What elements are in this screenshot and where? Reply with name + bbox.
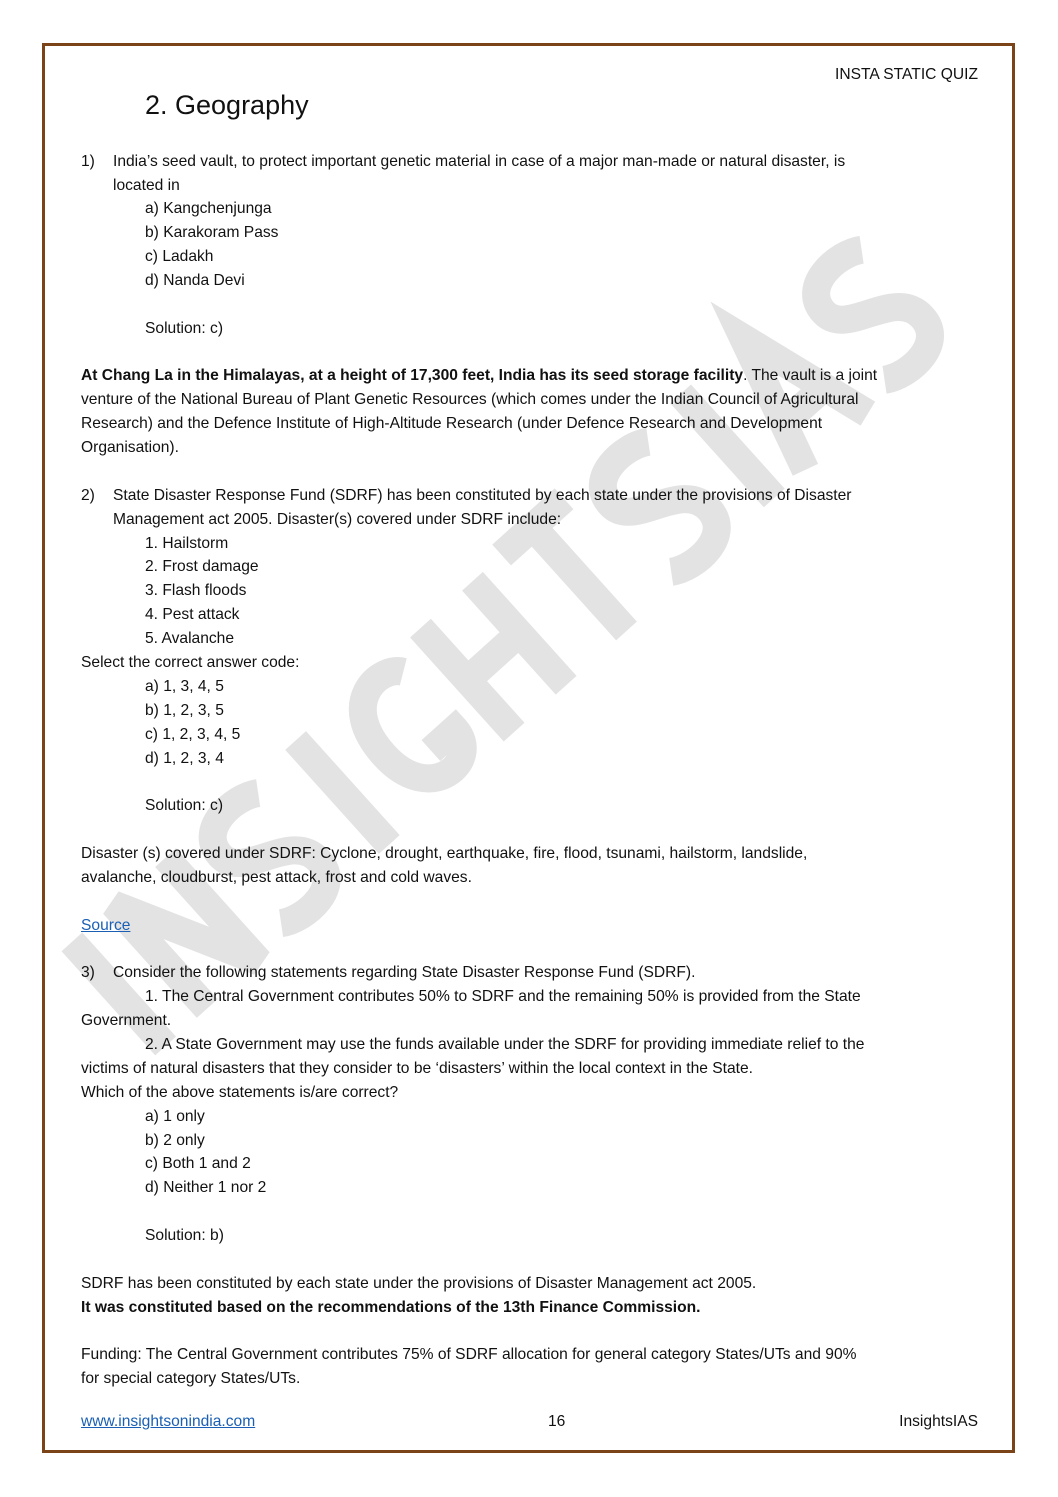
option: d) Nanda Devi [145, 272, 245, 289]
question-number: 3) [81, 964, 95, 981]
statement: 2. A State Government may use the funds available under the SDRF for providing immediate relief to the [145, 1036, 865, 1053]
explanation-text: . The vault is a joint [743, 367, 878, 384]
question-text: located in [113, 177, 180, 194]
solution: Solution: c) [145, 797, 224, 814]
option: c) Ladakh [145, 248, 214, 265]
explanation: Research) and the Defence Institute of High-Altitude Research (under Defence Research and Development [81, 415, 823, 432]
list-item: 3. Flash floods [145, 582, 247, 599]
option: d) Neither 1 nor 2 [145, 1179, 267, 1196]
page-number: 16 [548, 1413, 566, 1430]
option: b) Karakoram Pass [145, 224, 279, 241]
footer-brand: InsightsIAS [899, 1413, 978, 1430]
explanation-bold: At Chang La in the Himalayas, at a height of 17,300 feet, India has its seed storage facility [81, 367, 744, 384]
explanation: Organisation). [81, 439, 179, 456]
explanation: venture of the National Bureau of Plant Genetic Resources (which comes under the Indian Council of Agricultural [81, 391, 859, 408]
statement: victims of natural disasters that they consider to be ‘disasters’ within the local context in the State. [81, 1060, 754, 1077]
question-text: State Disaster Response Fund (SDRF) has been constituted by each state under the provisions of Disaster [113, 487, 852, 504]
option: a) 1, 3, 4, 5 [145, 678, 224, 695]
explanation: for special category States/UTs. [81, 1370, 301, 1387]
list-item: 1. Hailstorm [145, 535, 229, 552]
solution: Solution: b) [145, 1227, 224, 1244]
list-item: 2. Frost damage [145, 558, 259, 575]
option: b) 2 only [145, 1132, 205, 1149]
question-prompt: Which of the above statements is/are correct? [81, 1084, 399, 1101]
page-header: INSTA STATIC QUIZ [835, 66, 978, 83]
question-number: 2) [81, 487, 95, 504]
statement: Government. [81, 1012, 172, 1029]
list-item: 5. Avalanche [145, 630, 235, 647]
solution: Solution: c) [145, 320, 224, 337]
question-number: 1) [81, 153, 95, 170]
statement: 1. The Central Government contributes 50% to SDRF and the remaining 50% is provided from the State [145, 988, 861, 1005]
source-link[interactable]: Source [81, 917, 131, 934]
explanation: Funding: The Central Government contributes 75% of SDRF allocation for general category States/UTs and 90% [81, 1346, 857, 1363]
option: d) 1, 2, 3, 4 [145, 750, 224, 767]
explanation-bold: It was constituted based on the recommendations of the 13th Finance Commission. [81, 1299, 701, 1316]
question-text: Management act 2005. Disaster(s) covered under SDRF include: [113, 511, 562, 528]
option: a) 1 only [145, 1108, 205, 1125]
explanation: avalanche, cloudburst, pest attack, frost and cold waves. [81, 869, 472, 886]
question-prompt: Select the correct answer code: [81, 654, 300, 671]
question-text: Consider the following statements regarding State Disaster Response Fund (SDRF). [113, 964, 696, 981]
option: c) 1, 2, 3, 4, 5 [145, 726, 241, 743]
explanation [81, 366, 877, 386]
explanation: Disaster (s) covered under SDRF: Cyclone, drought, earthquake, fire, flood, tsunami, hailstorm, landslide, [81, 845, 808, 862]
list-item: 4. Pest attack [145, 606, 240, 623]
option: b) 1, 2, 3, 5 [145, 702, 224, 719]
option: c) Both 1 and 2 [145, 1155, 251, 1172]
footer-website-link[interactable]: www.insightsonindia.com [81, 1413, 256, 1430]
section-title: 2. Geography [145, 90, 309, 120]
explanation: SDRF has been constituted by each state under the provisions of Disaster Management act 2005. [81, 1275, 757, 1292]
option: a) Kangchenjunga [145, 200, 272, 217]
question-text: India’s seed vault, to protect important genetic material in case of a major man-made or natural disaster, is [113, 153, 846, 170]
